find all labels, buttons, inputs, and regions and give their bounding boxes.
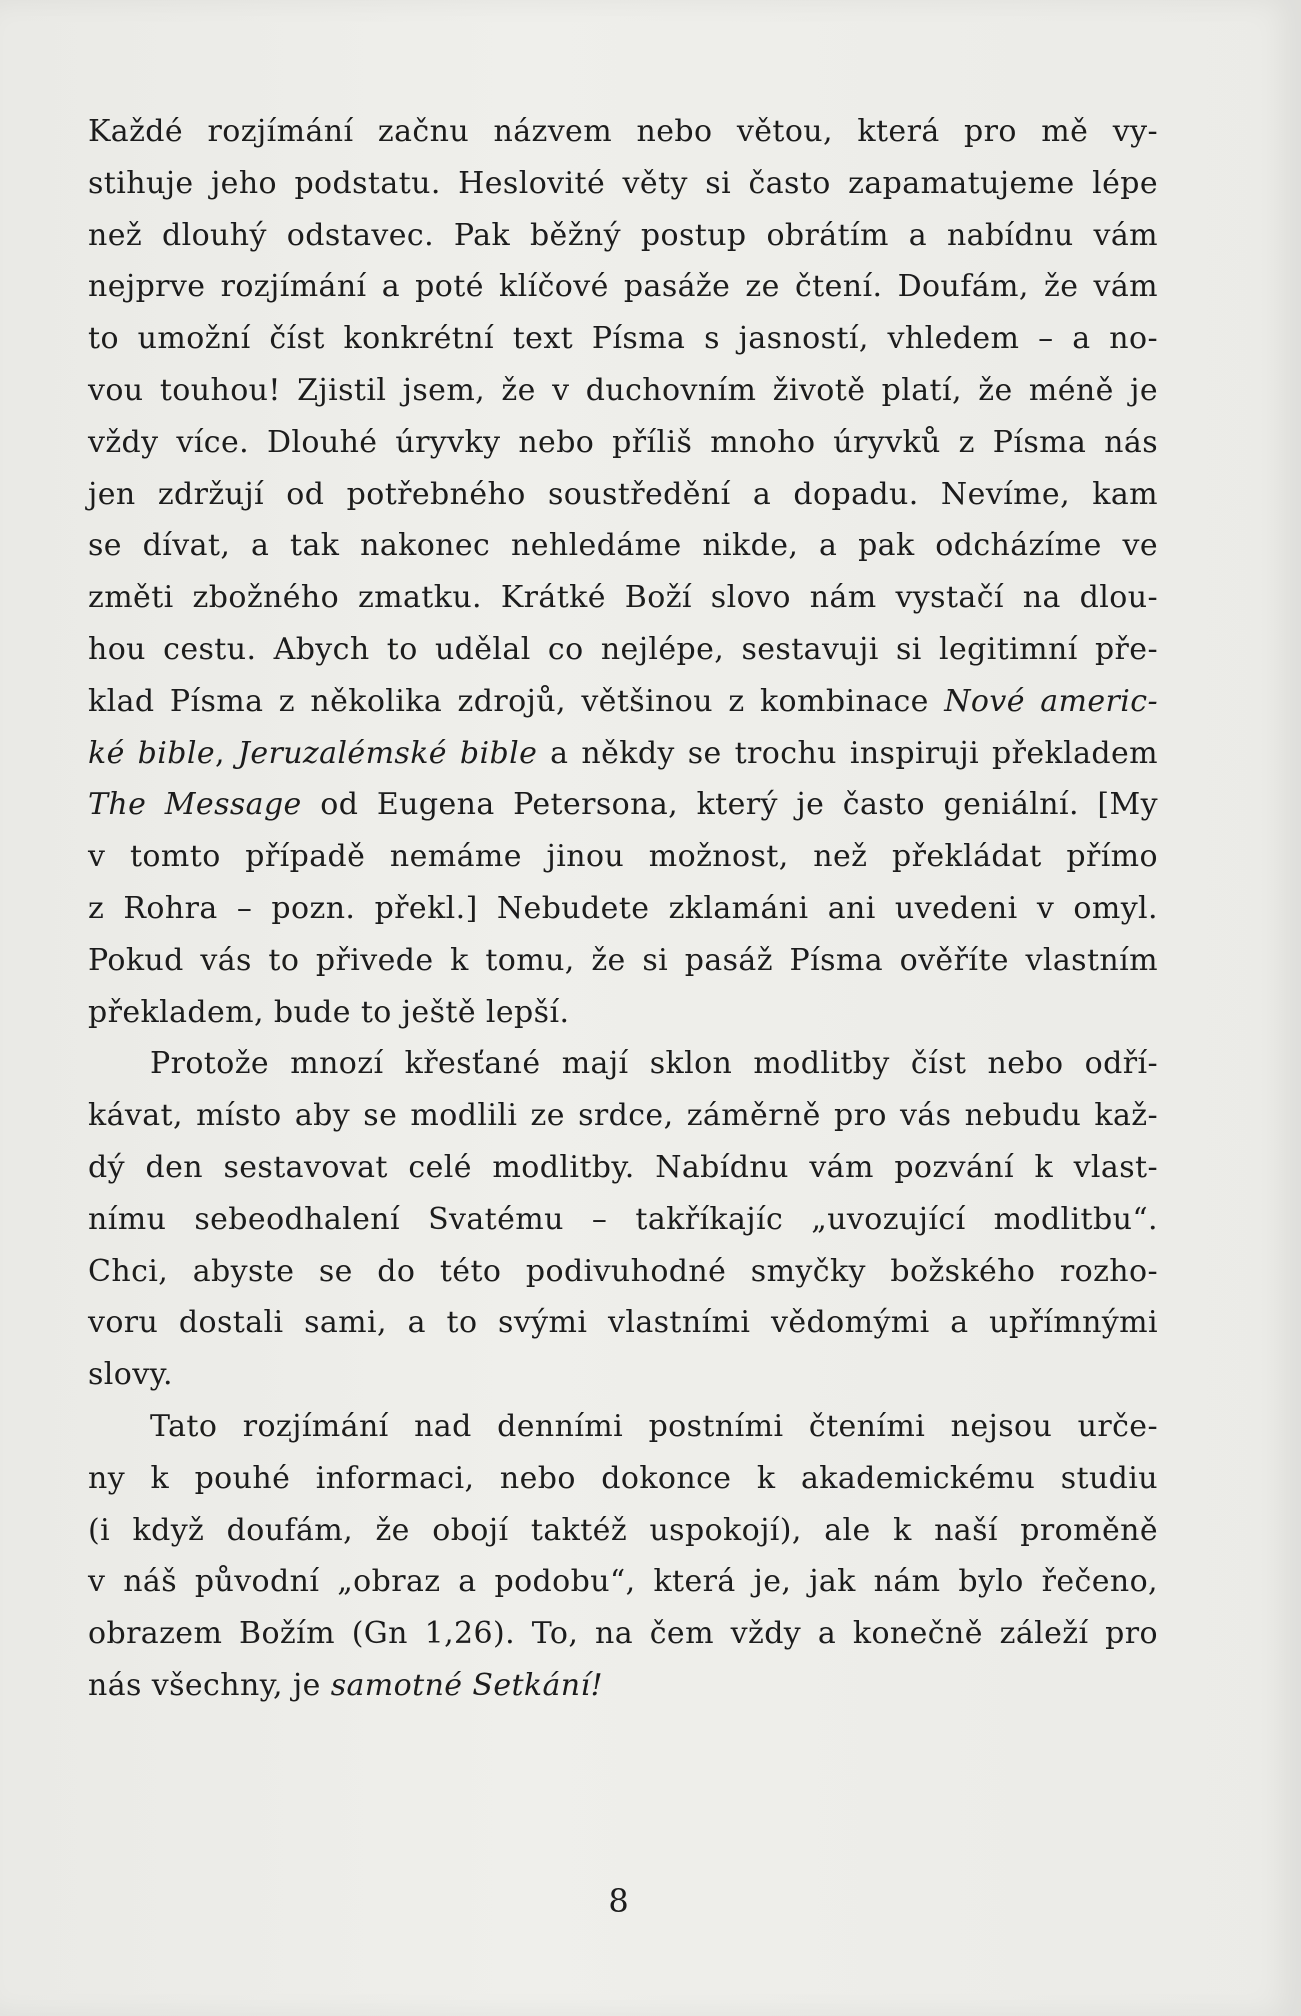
text-span: a někdy se trochu inspiruji překladem [537,735,1158,771]
page-number: 8 [608,1882,629,1920]
text-span: vždy více. Dlouhé úryvky nebo příliš mnoho úryvků z Písma nás [88,424,1158,460]
text-line [88,520,1158,572]
text-span: , [215,735,238,771]
text-line [88,1556,1158,1608]
text-line [88,365,1158,417]
text-line [88,779,1158,831]
text-line [88,417,1158,469]
text-line [88,1246,1158,1298]
text-line [88,1090,1158,1142]
italic-text: Nové americ- [944,683,1159,719]
paragraph [88,1401,1158,1712]
text-span: obrazem Božím (Gn 1,26). To, na čem vždy a konečně záleží pro [88,1616,1158,1652]
text-line [88,883,1158,935]
paragraph [88,1038,1158,1401]
text-span: klad Písma z několika zdrojů, většinou z kombinace [88,683,945,719]
text-line [88,624,1158,676]
text-line [88,1453,1158,1505]
text-span: než dlouhý odstavec. Pak běžný postup obrátím a nabídnu vám [88,217,1158,253]
text-span: z Rohra – pozn. překl.] Nebudete zklamáni ani uvedeni v omyl. [88,890,1158,926]
italic-text: samotné Setkání! [330,1667,603,1703]
text-line [88,1194,1158,1246]
text-span: slovy. [88,1357,173,1393]
text-span: to umožní číst konkrétní text Písma s jasností, vhledem – a no- [88,321,1158,357]
text-span: překladem, bude to ještě lepší. [88,994,570,1030]
text-span: od Eugena Petersona, který je často geniální. [My [301,787,1158,823]
paragraph [88,106,1158,1038]
text-line [88,106,1158,158]
text-span: stihuje jeho podstatu. Heslovité věty si často zapamatujeme lépe [88,165,1158,201]
text-span: nejprve rozjímání a poté klíčové pasáže ze čtení. Doufám, že vám [88,269,1158,305]
text-line [88,313,1158,365]
text-line [88,831,1158,883]
text-line [88,1660,1158,1712]
text-line [88,728,1158,780]
text-span: se dívat, a tak nakonec nehledáme nikde, a pak odcházíme ve [88,528,1158,564]
text-span: změti zbožného zmatku. Krátké Boží slovo nám vystačí na dlou- [88,580,1158,616]
text-span: Tato rozjímání nad denními postními čteními nejsou urče- [150,1408,1158,1444]
text-line [88,1401,1158,1453]
text-line [88,935,1158,987]
text-line [88,1505,1158,1557]
italic-text: Jeruzalémské bible [237,735,538,771]
text-span: v tomto případě nemáme jinou možnost, než překládat přímo [88,839,1158,875]
text-line [88,1349,1158,1401]
text-span: hou cestu. Abych to udělal co nejlépe, sestavuji si legitimní pře- [88,631,1158,667]
italic-text: ké bible [88,735,216,771]
italic-text: The Message [88,787,302,823]
text-span: nímu sebeodhalení Svatému – takříkajíc „uvozující modlitbu“. [88,1201,1158,1237]
text-span: jen zdržují od potřebného soustředění a dopadu. Nevíme, kam [88,476,1158,512]
text-span: voru dostali sami, a to svými vlastními vědomými a upřímnými [88,1305,1158,1341]
text-line [88,210,1158,262]
text-line [88,1608,1158,1660]
text-span: ny k pouhé informaci, nebo dokonce k akademickému studiu [88,1460,1158,1496]
text-line [88,572,1158,624]
text-span: Pokud vás to přivede k tomu, že si pasáž Písma ověříte vlastním [88,942,1158,978]
text-span: vou touhou! Zjistil jsem, že v duchovním životě platí, že méně je [88,372,1158,408]
text-span: nás všechny, je [88,1667,331,1703]
text-line [88,676,1158,728]
text-span: Protože mnozí křesťané mají sklon modlitby číst nebo odří- [150,1046,1158,1082]
text-span: Chci, abyste se do této podivuhodné smyčky božského rozho- [88,1253,1158,1289]
text-line [88,469,1158,521]
text-line [88,987,1158,1039]
text-line [88,1038,1158,1090]
text-line [88,158,1158,210]
text-span: Každé rozjímání začnu názvem nebo větou, která pro mě vy- [88,114,1158,149]
text-span: v náš původní „obraz a podobu“, která je, jak nám bylo řečeno, [88,1564,1158,1600]
text-span: dý den sestavovat celé modlitby. Nabídnu vám pozvání k vlast- [88,1149,1158,1185]
body-text [88,106,1158,1712]
text-span: (i když doufám, že obojí taktéž uspokojí), ale k naší proměně [88,1512,1158,1548]
text-span: kávat, místo aby se modlili ze srdce, záměrně pro vás nebudu kaž- [88,1098,1158,1134]
text-line [88,261,1158,313]
text-line [88,1142,1158,1194]
text-line [88,1297,1158,1349]
